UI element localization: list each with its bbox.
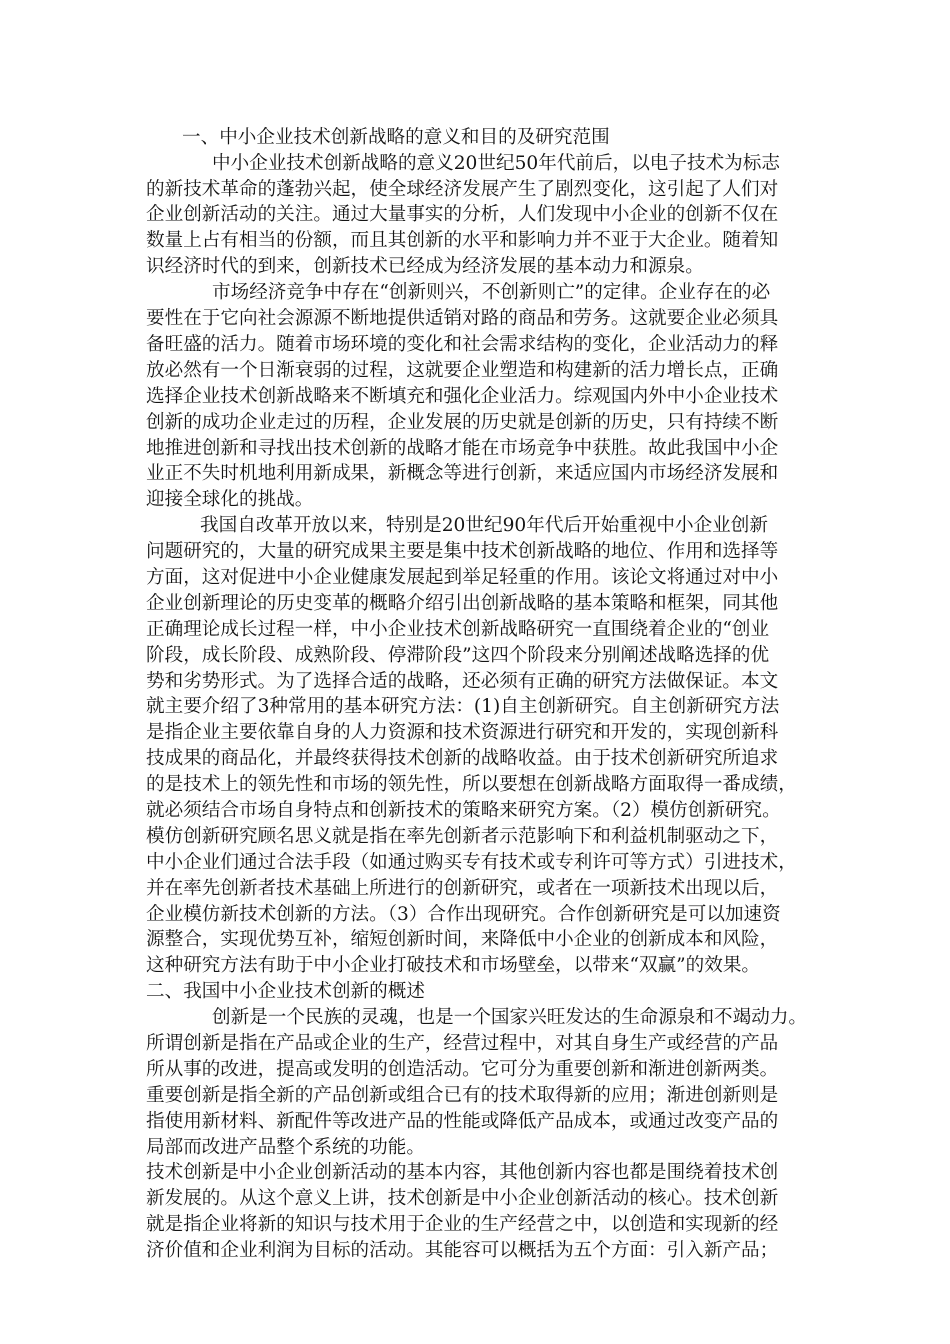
- paragraph-line: 选择企业技术创新战略来不断填充和强化企业活力。综观国内外中小企业技术: [146, 386, 779, 407]
- paragraph-line: 势和劣势形式。为了选择合适的战略，还必须有正确的研究方法做保证。本文: [146, 671, 779, 692]
- paragraph-line: 迎接全球化的挑战。: [146, 489, 314, 510]
- paragraph-line: 市场经济竞争中存在“创新则兴，不创新则亡”的定律。企业存在的必: [212, 282, 771, 303]
- paragraph-line: 就是指企业将新的知识与技术用于企业的生产经营之中，以创造和实现新的经: [146, 1214, 779, 1235]
- section-heading: 一、中小企业技术创新战略的意义和目的及研究范围: [182, 127, 610, 148]
- section-heading: 二、我国中小企业技术创新的概述: [146, 981, 425, 1002]
- paragraph-line: 局部而改进产品整个系统的功能。: [146, 1137, 425, 1158]
- paragraph-line: 中小企业们通过合法手段（如通过购买专有技术或专利许可等方式）引进技术，: [146, 852, 797, 873]
- paragraph-line: 问题研究的，大量的研究成果主要是集中技术创新战略的地位、作用和选择等: [146, 541, 779, 562]
- paragraph-line: 重要创新是指全新的产品创新或组合已有的技术取得新的应用；渐进创新则是: [146, 1085, 779, 1106]
- paragraph-line: 方面，这对促进中小企业健康发展起到举足轻重的作用。该论文将通过对中小: [146, 567, 779, 588]
- paragraph-line: 企业创新活动的关注。通过大量事实的分析，人们发现中小企业的创新不仅在: [146, 204, 779, 225]
- paragraph-line: 备旺盛的活力。随着市场环境的变化和社会需求结构的变化，企业活动力的释: [146, 334, 779, 355]
- paragraph-line: 创新是一个民族的灵魂，也是一个国家兴旺发达的生命源泉和不竭动力。: [212, 1007, 808, 1028]
- paragraph-line: 放必然有一个日渐衰弱的过程，这就要企业塑造和构建新的活力增长点，正确: [146, 360, 779, 381]
- paragraph-line: 就必须结合市场自身特点和创新技术的策略来研究方案。（2）模仿创新研究。: [146, 800, 781, 821]
- paragraph-line: 数量上占有相当的份额，而且其创新的水平和影响力并不亚于大企业。随着知: [146, 230, 779, 251]
- paragraph-line: 这种研究方法有助于中小企业打破技术和市场壁垒，以带来“双赢”的效果。: [146, 955, 761, 976]
- paragraph-line: 并在率先创新者技术基础上所进行的创新研究，或者在一项新技术出现以后，: [146, 878, 779, 899]
- paragraph-line: 所谓创新是指在产品或企业的生产，经营过程中，对其自身生产或经营的产品: [146, 1033, 779, 1054]
- paragraph-line: 是指企业主要依靠自身的人力资源和技术资源进行研究和开发的，实现创新科: [146, 722, 779, 743]
- paragraph-line: 新发展的。从这个意义上讲，技术创新是中小企业创新活动的核心。技术创新: [146, 1188, 779, 1209]
- paragraph-line: 地推进创新和寻找出技术创新的战略才能在市场竞争中获胜。故此我国中小企: [146, 438, 779, 459]
- paragraph-line: 技成果的商品化，并最终获得技术创新的战略收益。由于技术创新研究所追求: [146, 748, 779, 769]
- paragraph-line: 就主要介绍了3种常用的基本研究方法：(1)自主创新研究。自主创新研究方法: [146, 696, 780, 717]
- paragraph-line: 阶段，成长阶段、成熟阶段、停滞阶段”这四个阶段来分别阐述战略选择的优: [146, 645, 770, 666]
- paragraph-line: 的新技术革命的蓬勃兴起，使全球经济发展产生了剧烈变化，这引起了人们对: [146, 179, 779, 200]
- paragraph-line: 正确理论成长过程一样，中小企业技术创新战略研究一直围绕着企业的“创业: [146, 619, 770, 640]
- paragraph-line: 源整合，实现优势互补，缩短创新时间，来降低中小企业的创新成本和风险，: [146, 929, 779, 950]
- paragraph-line: 创新的成功企业走过的历程，企业发展的历史就是创新的历史，只有持续不断: [146, 412, 779, 433]
- paragraph-line: 中小企业技术创新战略的意义20世纪50年代前后，以电子技术为标志: [212, 153, 780, 174]
- paragraph-line: 要性在于它向社会源源不断地提供适销对路的商品和劳务。这就要企业必须具: [146, 308, 779, 329]
- paragraph-line: 技术创新是中小企业创新活动的基本内容，其他创新内容也都是围绕着技术创: [146, 1162, 779, 1183]
- paragraph-line: 业正不失时机地利用新成果，新概念等进行创新，来适应国内市场经济发展和: [146, 463, 779, 484]
- paragraph-line: 济价值和企业利润为目标的活动。其能容可以概括为五个方面：引入新产品；: [146, 1240, 779, 1261]
- paragraph-line: 识经济时代的到来，创新技术已经成为经济发展的基本动力和源泉。: [146, 256, 704, 277]
- paragraph-line: 指使用新材料、新配件等改进产品的性能或降低产品成本，或通过改变产品的: [146, 1111, 779, 1132]
- paragraph-line: 企业模仿新技术创新的方法。（3）合作出现研究。合作创新研究是可以加速资: [146, 904, 781, 925]
- paragraph-line: 我国自改革开放以来，特别是20世纪90年代后开始重视中小企业创新: [200, 515, 768, 536]
- paragraph-line: 的是技术上的领先性和市场的领先性，所以要想在创新战略方面取得一番成绩，: [146, 774, 797, 795]
- paragraph-line: 所从事的改进，提高或发明的创造活动。它可分为重要创新和渐进创新两类。: [146, 1059, 779, 1080]
- paragraph-line: 模仿创新研究顾名思义就是指在率先创新者示范影响下和利益机制驱动之下，: [146, 826, 779, 847]
- paragraph-line: 企业创新理论的历史变革的概略介绍引出创新战略的基本策略和框架，同其他: [146, 593, 779, 614]
